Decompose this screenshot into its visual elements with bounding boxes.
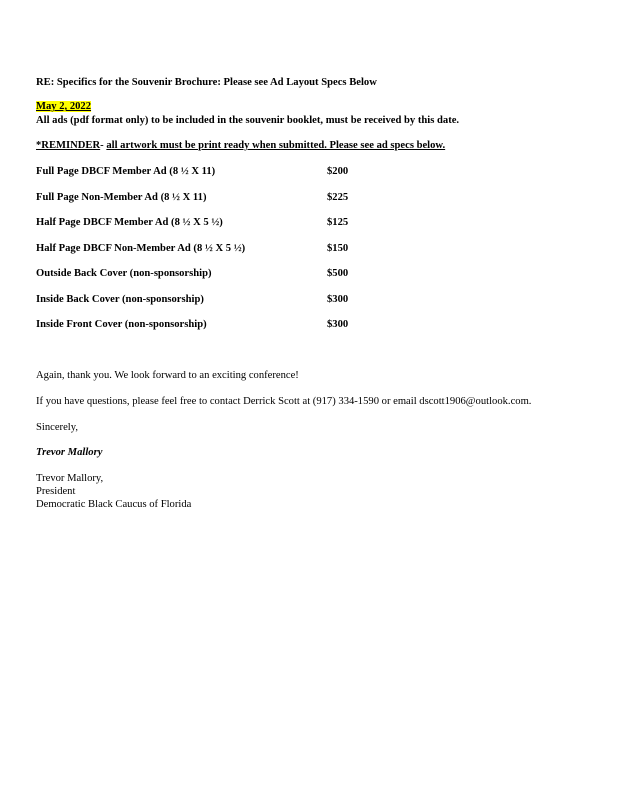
ad-spec-item: Half Page DBCF Non-Member Ad (8 ½ X 5 ½) — [36, 243, 246, 254]
ad-spec-price: $300 — [327, 294, 349, 305]
signer-organization: Democratic Black Caucus of Florida — [36, 499, 192, 510]
signer-title: President — [36, 486, 76, 497]
ad-spec-item: Half Page DBCF Member Ad (8 ½ X 5 ½) — [36, 217, 223, 228]
ad-spec-price: $225 — [327, 192, 349, 203]
ad-spec-item: Outside Back Cover (non-sponsorship) — [36, 268, 212, 279]
deadline-date — [36, 100, 91, 113]
contact-text: If you have questions, please feel free to contact Derrick Scott at (917) 334-1590 or email dscott1906@outlook.com. — [36, 396, 532, 407]
ad-spec-row — [36, 165, 396, 178]
reminder-text: all artwork must be print ready when submitted. Please see ad specs below. — [106, 140, 446, 151]
signer-name: Trevor Mallory, — [36, 473, 104, 484]
reminder-line — [36, 139, 445, 152]
ad-spec-price: $300 — [327, 319, 349, 330]
signature: Trevor Mallory — [36, 447, 103, 458]
ad-spec-price: $200 — [327, 166, 349, 177]
thanks-text: Again, thank you. We look forward to an exciting conference! — [36, 370, 299, 381]
ad-spec-row — [36, 293, 396, 306]
reminder-separator: - — [100, 140, 107, 151]
ad-spec-item: Full Page Non-Member Ad (8 ½ X 11) — [36, 192, 207, 203]
ad-spec-row — [36, 216, 396, 229]
ad-spec-row — [36, 191, 396, 204]
deadline-text: All ads (pdf format only) to be included in the souvenir booklet, must be received by this date. — [36, 115, 460, 126]
ad-spec-price: $125 — [327, 217, 349, 228]
deadline-date-highlight: May 2, 2022 — [36, 101, 92, 112]
ad-spec-price: $500 — [327, 268, 349, 279]
reminder-label: *REMINDER — [36, 140, 101, 151]
ad-spec-item: Inside Back Cover (non-sponsorship) — [36, 294, 204, 305]
ad-spec-price: $150 — [327, 243, 349, 254]
ad-spec-item: Full Page DBCF Member Ad (8 ½ X 11) — [36, 166, 216, 177]
ad-spec-row — [36, 242, 396, 255]
salutation: Sincerely, — [36, 422, 78, 433]
subject-line: RE: Specifics for the Souvenir Brochure: Please see Ad Layout Specs Below — [36, 77, 377, 88]
ad-spec-row — [36, 318, 396, 331]
ad-spec-row — [36, 267, 396, 280]
ad-spec-item: Inside Front Cover (non-sponsorship) — [36, 319, 207, 330]
